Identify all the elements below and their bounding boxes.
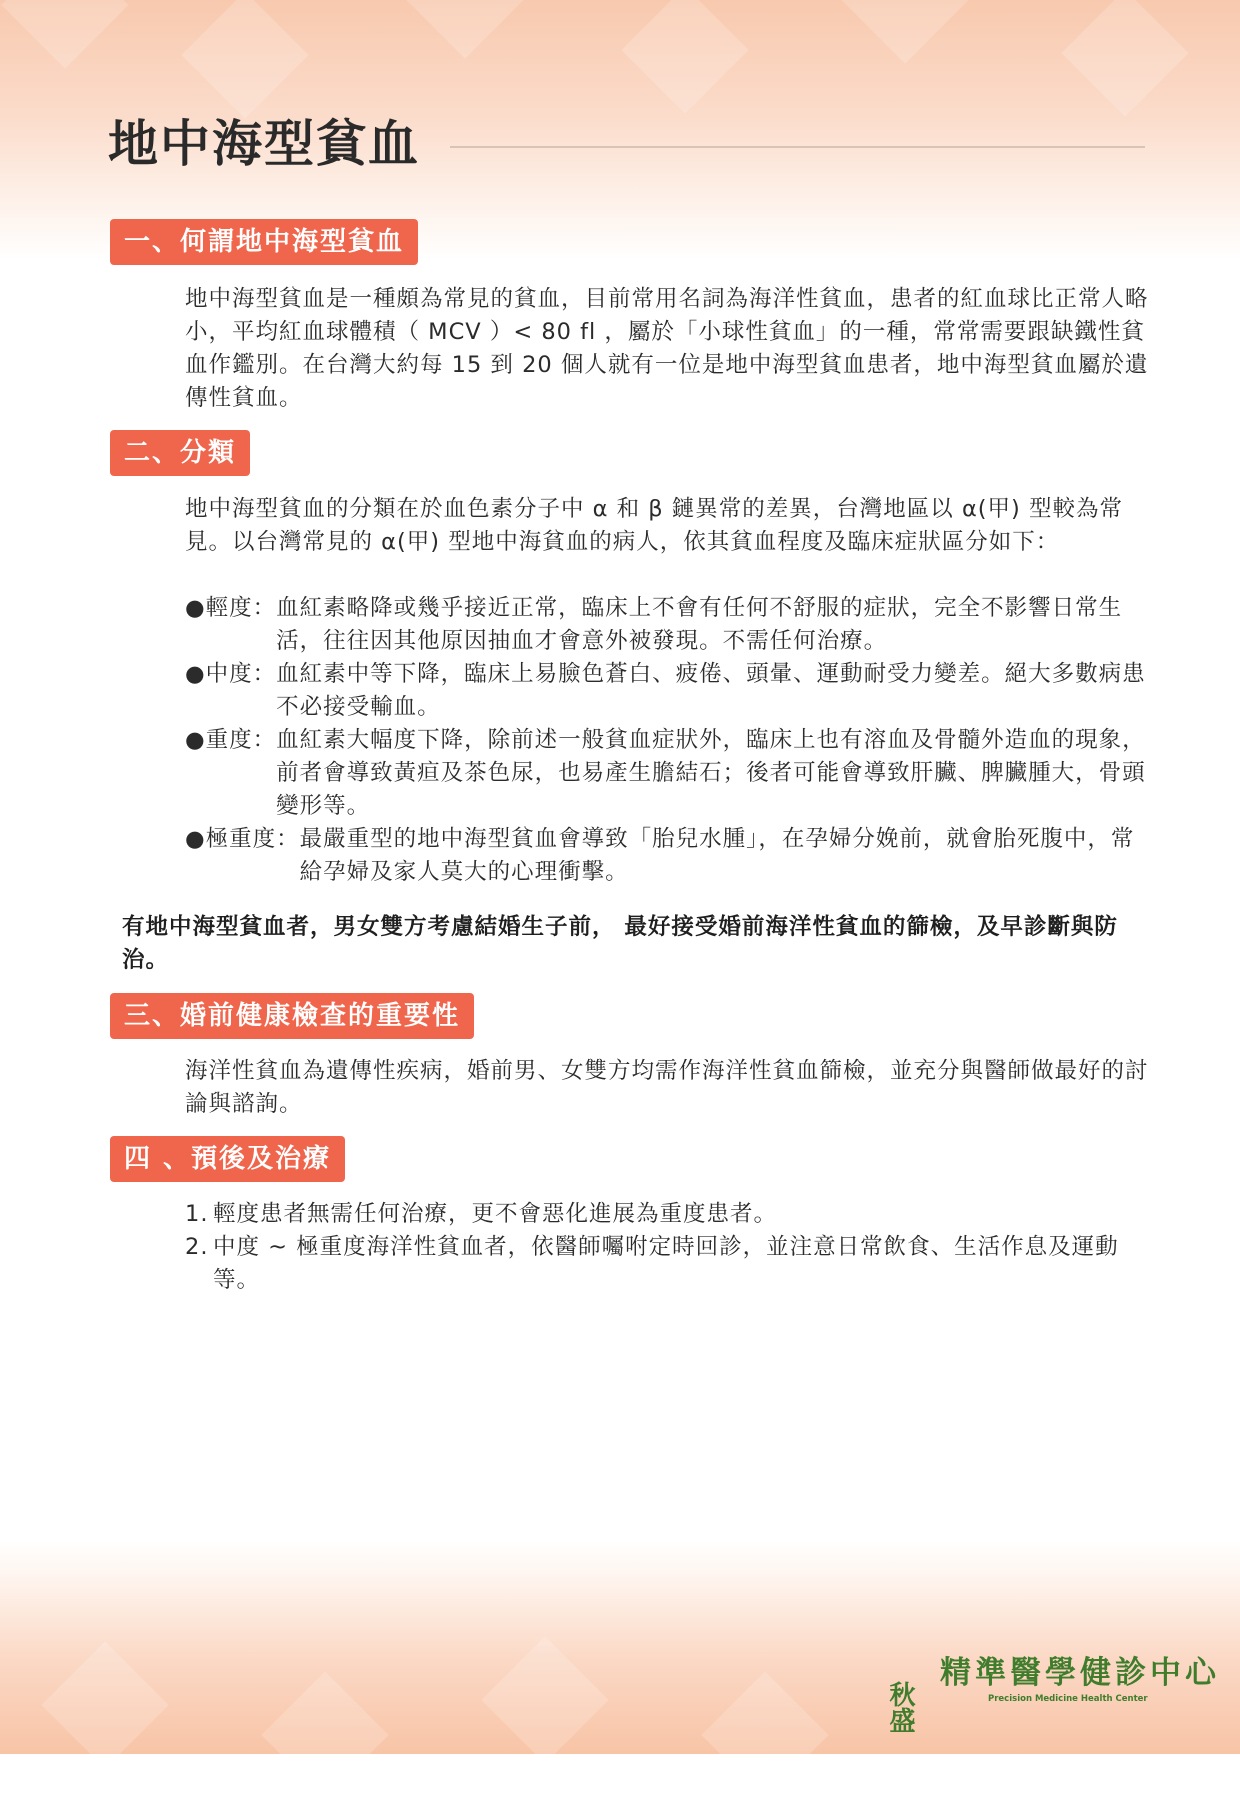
- logo-mark: 秋盛: [885, 1681, 915, 1733]
- decor-diamond: [181, 0, 308, 119]
- decor-diamond: [261, 1671, 388, 1798]
- screening-note: 有地中海型貧血者，男女雙方考慮結婚生子前， 最好接受婚前海洋性貧血的篩檢，及早診斷與防治。: [122, 914, 1118, 973]
- list-item-severe: [185, 724, 1150, 823]
- page-title: 地中海型貧血: [108, 115, 420, 173]
- list-item-moderate: [185, 658, 1150, 724]
- decor-diamond: [621, 0, 748, 114]
- list-text: 輕度患者無需任何治療，更不會惡化進展為重度患者。: [213, 1201, 778, 1227]
- bullet-dot-icon: ●: [185, 661, 206, 687]
- list-number: 1.: [185, 1201, 209, 1227]
- decor-diamond: [701, 1671, 828, 1798]
- list-item-very-severe: [185, 823, 1150, 889]
- severity-description: 血紅素中等下降，臨床上易臉色蒼白、疲倦、頭暈、運動耐受力變差。絕大多數病患不必接受輸血。: [276, 661, 1146, 720]
- list-item-mild: [185, 592, 1150, 658]
- decor-diamond: [1061, 0, 1188, 117]
- section-heading-treatment: 四 、預後及治療: [110, 1136, 345, 1182]
- center-logo: [885, 1645, 1220, 1733]
- section-heading-classification: 二、分類: [110, 430, 250, 476]
- section-body-classification: 地中海型貧血的分類在於血色素分子中 α 和 β 鏈異常的差異，台灣地區以 α(甲) 型較為常見。以台灣常見的 α(甲) 型地中海貧血的病人，依其貧血程度及臨床症狀區分如下：: [185, 496, 1123, 555]
- logo-text: 精準醫學健診中心: [940, 1655, 1220, 1691]
- severity-term: 極重度：: [205, 826, 300, 852]
- bullet-dot-icon: ●: [185, 727, 206, 753]
- section-heading-definition: 一、何謂地中海型貧血: [110, 219, 418, 265]
- severity-term: 中度：: [205, 661, 277, 687]
- list-item-treatment-1: [185, 1198, 1150, 1231]
- severity-description: 血紅素略降或幾乎接近正常，臨床上不會有任何不舒服的症狀，完全不影響日常生活，往往因其他原因抽血才會意外被發現。不需任何治療。: [276, 595, 1123, 654]
- severity-description: 血紅素大幅度下降，除前述一般貧血症狀外，臨床上也有溶血及骨髓外造血的現象，前者會導致黃疸及茶色尿，也易產生膽結石；後者可能會導致肝臟、脾臟腫大，骨頭變形等。: [276, 727, 1146, 819]
- list-number: 2.: [185, 1234, 209, 1260]
- decor-diamond: [481, 1636, 608, 1763]
- section-heading-premarital: 三、婚前健康檢查的重要性: [110, 993, 474, 1039]
- title-rule: [450, 146, 1145, 148]
- logo-subtext: Precision Medicine Health Center: [988, 1694, 1148, 1704]
- bullet-dot-icon: ●: [185, 826, 206, 852]
- decor-diamond: [401, 0, 528, 59]
- list-item-treatment-2: [185, 1231, 1150, 1297]
- decor-diamond: [1, 0, 128, 69]
- severity-term: 重度：: [205, 727, 277, 753]
- decor-diamond: [41, 1641, 168, 1768]
- section-body-definition: 地中海型貧血是一種頗為常見的貧血，目前常用名詞為海洋性貧血，患者的紅血球比正常人略小，平均紅血球體積（ MCV ）< 80 fl ，屬於「小球性貧血」的一種，常常需要跟缺鐵性貧血作鑑別。在台灣大約每 15 到 20 個人就有一位是地中海型貧血患者，地中海型貧血屬於遺傳性貧血。: [185, 286, 1149, 411]
- decor-diamond: [841, 0, 968, 64]
- severity-term: 輕度：: [205, 595, 277, 621]
- severity-description: 最嚴重型的地中海型貧血會導致「胎兒水腫」，在孕婦分娩前，就會胎死腹中，常給孕婦及家人莫大的心理衝擊。: [299, 826, 1135, 885]
- section-body-premarital: 海洋性貧血為遺傳性疾病，婚前男、女雙方均需作海洋性貧血篩檢，並充分與醫師做最好的討論與諮詢。: [185, 1058, 1149, 1117]
- list-text: 中度 ~ 極重度海洋性貧血者，依醫師囑咐定時回診，並注意日常飲食、生活作息及運動等。: [213, 1234, 1119, 1293]
- bullet-dot-icon: ●: [185, 595, 206, 621]
